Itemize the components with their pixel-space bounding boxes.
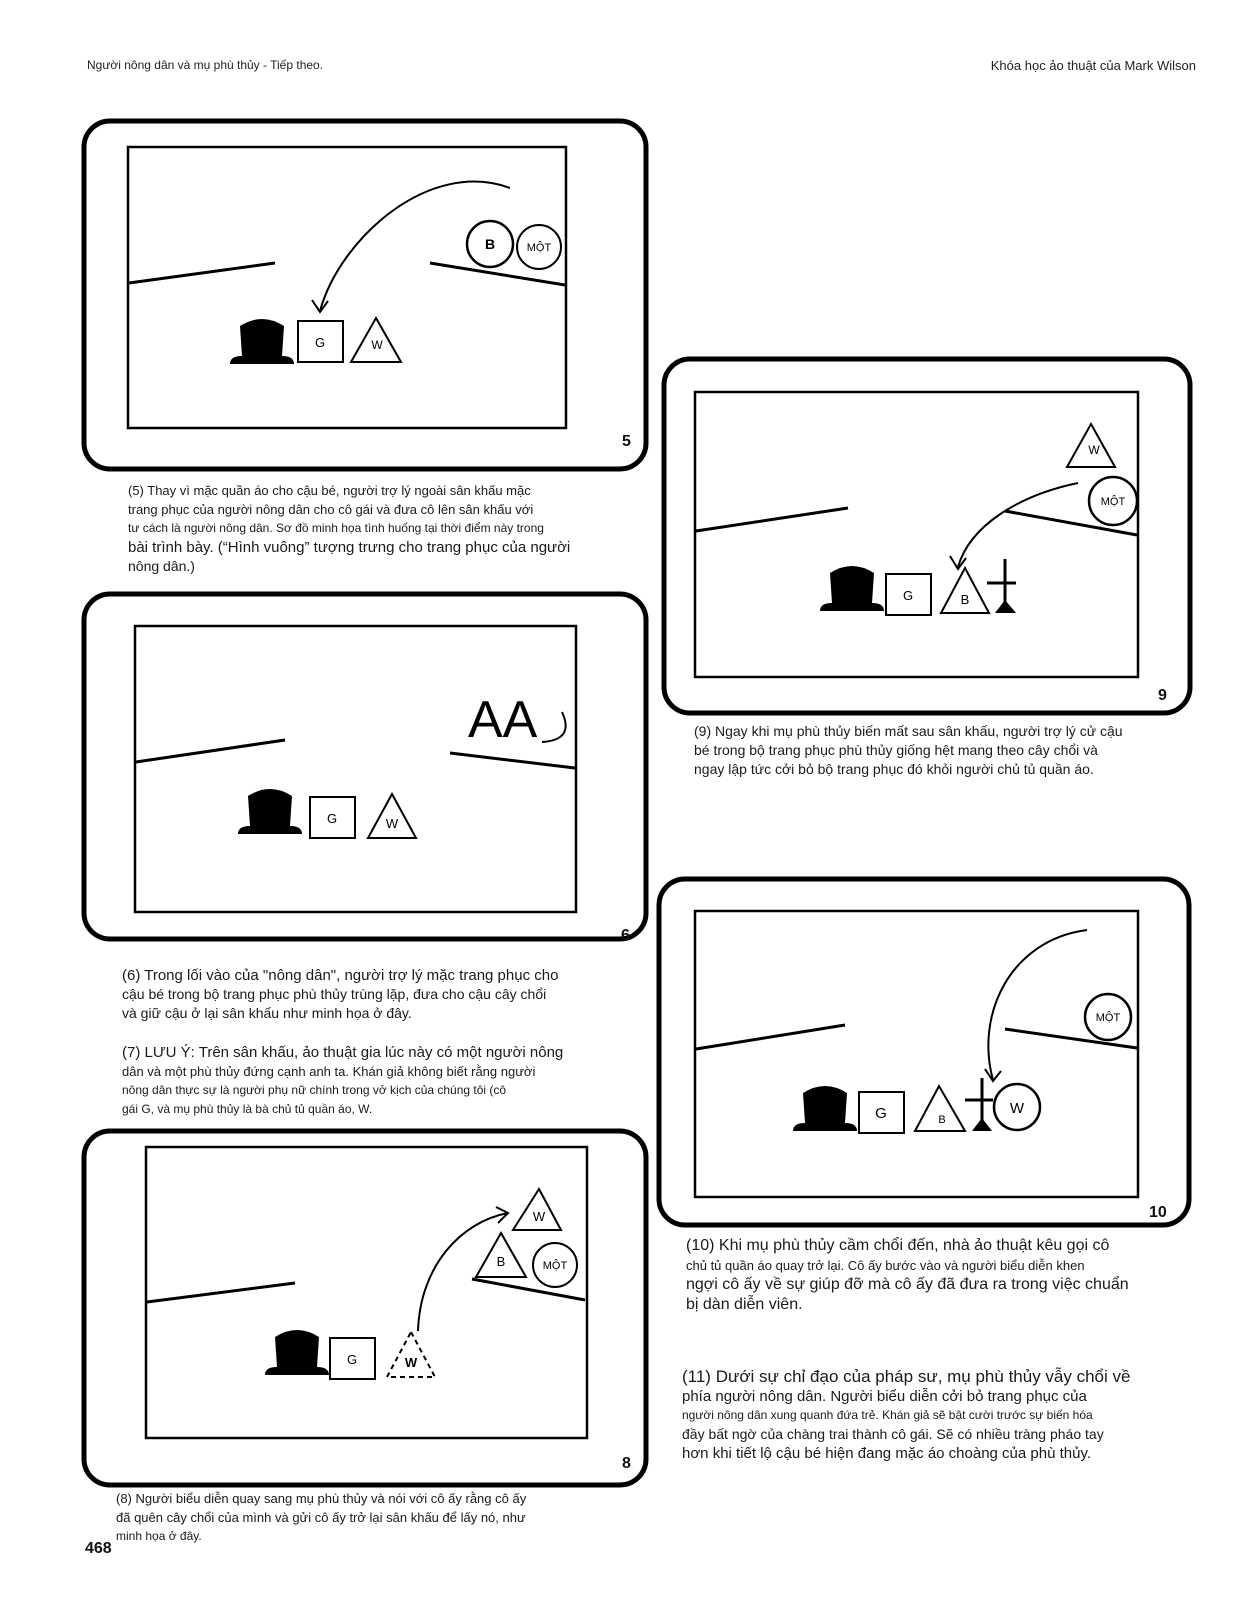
fig5-triangle-label: W [371, 338, 383, 352]
figure-10-diagram [655, 875, 1195, 1231]
figure-8-number: 8 [622, 1455, 631, 1472]
caption-7 [122, 1043, 602, 1119]
figure-6 [80, 590, 652, 946]
caption-11-line-3: người nông dân xung quanh đứa trẻ. Khán giả sẽ bật cười trước sự biến hóa [682, 1408, 1093, 1422]
caption-7-line-4: gái G, và mụ phù thủy là bà chủ tủ quần áo, W. [122, 1102, 373, 1116]
fig9-square-label: G [902, 588, 914, 603]
fig8-tri-b-label: B [496, 1254, 506, 1269]
figure-5-diagram [80, 118, 650, 474]
caption-5 [128, 481, 598, 576]
farmer-hat-icon [265, 1330, 329, 1375]
caption-5-line-3: tư cách là người nông dân. Sơ đồ minh họa tình huống tại thời điểm này trong [128, 521, 544, 535]
fig8-dashed-triangle-label: W [404, 1355, 418, 1370]
caption-5-line-4: bài trình bày. (“Hình vuông” tượng trưng cho trang phục của người [128, 539, 571, 556]
caption-10 [686, 1236, 1206, 1315]
fig5-circle-b-label: B [484, 236, 496, 252]
farmer-hat-icon [230, 319, 294, 364]
caption-7-line-2: dân và một phù thủy đứng cạnh anh ta. Khán giả không biết rằng người [122, 1064, 536, 1079]
fig10-square-label: G [875, 1105, 887, 1122]
fig6-triangle-label: W [385, 816, 399, 831]
caption-9-line-2: bé trong bộ trang phục phù thủy giống hệt mang theo cây chổi và [694, 742, 1098, 758]
caption-9 [694, 722, 1174, 779]
caption-6-line-3: và giữ cậu ở lại sân khấu như minh họa ở đây. [122, 1005, 412, 1021]
figure-9 [660, 355, 1196, 717]
caption-11-line-1: (11) Dưới sự chỉ đạo của pháp sư, mụ phù thủy vẫy chổi về [682, 1367, 1131, 1386]
figure-6-number: 6 [621, 927, 630, 944]
farmer-hat-icon [820, 566, 884, 611]
caption-8-line-3: minh họa ở đây. [116, 1529, 202, 1543]
farmer-hat-icon [793, 1086, 857, 1131]
fig9-circle-mot-label: MỘT [1100, 496, 1126, 508]
figure-9-number: 9 [1158, 687, 1167, 704]
fig6-square-label: G [326, 811, 338, 826]
caption-9-line-3: ngay lập tức cởi bỏ bộ trang phục đó khỏi người chủ tủ quần áo. [694, 761, 1094, 777]
caption-7-line-3: nông dân thực sự là người phụ nữ chính trong vở kịch của chúng tôi (cô [122, 1083, 507, 1097]
caption-11-line-2: phía người nông dân. Người biểu diễn cởi bỏ trang phục của [682, 1388, 1087, 1405]
figure-5 [80, 118, 650, 474]
figure-9-diagram [660, 355, 1196, 717]
figure-8-diagram [80, 1127, 652, 1489]
caption-11-line-5: hơn khi tiết lộ cậu bé hiện đang mặc áo choàng của phù thủy. [682, 1445, 1092, 1462]
figure-10 [655, 875, 1195, 1231]
farmer-hat-icon [238, 789, 302, 834]
fig8-tri-w-label: W [532, 1209, 546, 1224]
caption-5-line-1: (5) Thay vì mặc quần áo cho cậu bé, người trợ lý ngoài sân khấu mặc [128, 483, 531, 498]
fig8-circle-mot-label: MỘT [542, 1260, 568, 1272]
fig8-square-label: G [346, 1352, 358, 1367]
caption-8-line-1: (8) Người biểu diễn quay sang mụ phù thủy và nói với cô ấy rằng cô ấy [116, 1491, 527, 1506]
figure-10-number: 10 [1149, 1204, 1167, 1221]
broom-icon [965, 1078, 993, 1131]
fig9-tri-b-label: B [960, 592, 970, 607]
caption-5-line-5: nông dân.) [128, 558, 195, 574]
caption-6-line-2: cậu bé trong bộ trang phục phù thủy trùng lặp, đưa cho cậu cây chổi [122, 986, 547, 1002]
caption-10-line-2: chủ tủ quần áo quay trở lại. Cô ấy bước vào và người biểu diễn khen [686, 1258, 1085, 1273]
broom-icon [987, 559, 1016, 613]
caption-10-line-3: ngợi cô ấy về sự giúp đỡ mà cô ấy đã đưa ra trong việc chuẩn [686, 1276, 1129, 1293]
running-header-title: Người nông dân và mụ phù thủy - Tiếp theo. [87, 58, 324, 72]
page-number: 468 [85, 1540, 112, 1557]
caption-7-line-1: (7) LƯU Ý: Trên sân khấu, ảo thuật gia lúc này có một người nông [122, 1044, 564, 1061]
figure-5-number: 5 [622, 433, 631, 450]
caption-5-line-2: trang phục của người nông dân cho cô gái và đưa cô lên sân khấu với [128, 502, 534, 517]
caption-8 [116, 1489, 606, 1546]
fig5-square-label: G [314, 335, 326, 350]
caption-6 [122, 966, 602, 1023]
fig10-circle-w-label: W [1009, 1100, 1025, 1117]
figure-8 [80, 1127, 652, 1489]
caption-8-line-2: đã quên cây chổi của mình và gửi cô ấy trở lại sân khấu để lấy nó, như [116, 1510, 526, 1525]
caption-10-line-4: bị dàn diễn viên. [686, 1296, 803, 1313]
caption-11 [682, 1367, 1212, 1463]
caption-10-line-1: (10) Khi mụ phù thủy cầm chổi đến, nhà ảo thuật kêu gọi cô [686, 1237, 1110, 1254]
caption-6-line-1: (6) Trong lối vào của "nông dân", người trợ lý mặc trang phục cho [122, 967, 559, 984]
caption-11-line-4: đầy bất ngờ của chàng trai thành cô gái. Sẽ có nhiều tràng pháo tay [682, 1426, 1104, 1442]
fig10-tri-b-label: B [938, 1114, 946, 1126]
caption-9-line-1: (9) Ngay khi mụ phù thủy biến mất sau sân khấu, người trợ lý cử cậu [694, 723, 1123, 739]
fig10-circle-mot-label: MỘT [1095, 1012, 1121, 1024]
fig9-tri-w-label: W [1088, 443, 1100, 457]
running-header-book: Khóa học ảo thuật của Mark Wilson [990, 58, 1196, 73]
figure-6-diagram [80, 590, 652, 946]
fig5-circle-mot-label: MỘT [526, 242, 552, 254]
fig6-aa-label: AA [468, 691, 538, 749]
